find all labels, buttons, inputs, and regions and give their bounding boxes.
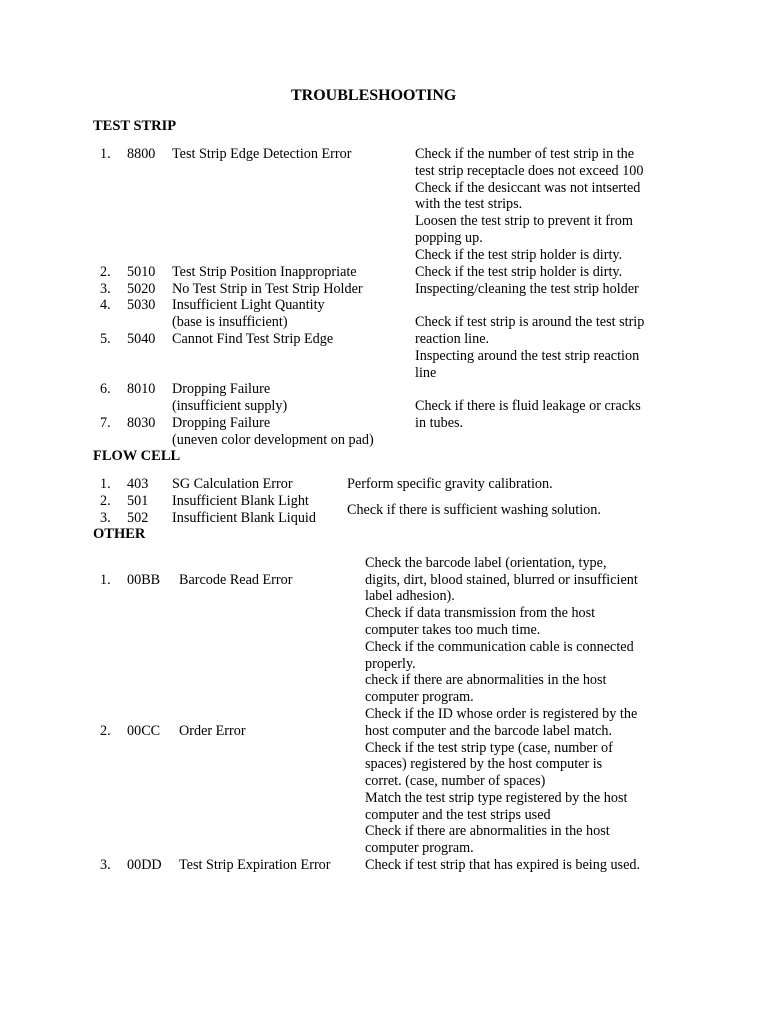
- error-code: 501: [127, 493, 149, 509]
- section-heading-test-strip: TEST STRIP: [93, 118, 177, 134]
- remedy-line: host computer and the barcode label match.: [365, 723, 613, 739]
- remedy-line: Check if the desiccant was not intserted: [415, 180, 641, 196]
- remedy-line: spaces) registered by the host computer is: [365, 756, 603, 772]
- remedy-line: label adhesion).: [365, 588, 455, 604]
- error-code: 00DD: [127, 857, 162, 873]
- remedy-line: in tubes.: [415, 415, 464, 431]
- remedy-line: popping up.: [415, 230, 483, 246]
- item-number: 7.: [100, 415, 111, 431]
- error-code: 8030: [127, 415, 156, 431]
- item-number: 2.: [100, 493, 111, 509]
- remedy-line: Check if data transmission from the host: [365, 605, 596, 621]
- error-code: 403: [127, 476, 149, 492]
- error-code: 8010: [127, 381, 156, 397]
- item-number: 5.: [100, 331, 111, 347]
- remedy-line: Check if there is sufficient washing solution.: [347, 502, 601, 518]
- remedy-line: computer and the test strips used: [365, 807, 551, 823]
- remedy-line: digits, dirt, blood stained, blurred or insufficient: [365, 572, 638, 588]
- remedy-line: test strip receptacle does not exceed 100: [415, 163, 644, 179]
- error-name: Barcode Read Error: [179, 572, 293, 588]
- error-name: Insufficient Blank Light: [172, 493, 309, 509]
- error-name: Test Strip Expiration Error: [179, 857, 331, 873]
- error-code: 502: [127, 510, 149, 526]
- remedy-line: properly.: [365, 656, 416, 672]
- error-name: Dropping Failure: [172, 415, 271, 431]
- remedy-line: with the test strips.: [415, 196, 523, 212]
- item-number: 1.: [100, 572, 111, 588]
- error-name: Dropping Failure: [172, 381, 271, 397]
- section-heading-other: OTHER: [93, 526, 146, 542]
- item-number: 2.: [100, 264, 111, 280]
- error-code: 5010: [127, 264, 156, 280]
- item-number: 6.: [100, 381, 111, 397]
- item-number: 2.: [100, 723, 111, 739]
- error-code: 00BB: [127, 572, 161, 588]
- remedy-line: Perform specific gravity calibration.: [347, 476, 553, 492]
- remedy-line: Check if test strip that has expired is being used.: [365, 857, 641, 873]
- remedy-line: computer program.: [365, 689, 474, 705]
- error-name: Cannot Find Test Strip Edge: [172, 331, 334, 347]
- item-number: 1.: [100, 146, 111, 162]
- item-number: 3.: [100, 281, 111, 297]
- remedy-line: computer takes too much time.: [365, 622, 541, 638]
- remedy-line: Check if test strip is around the test strip: [415, 314, 645, 330]
- error-name-detail: (base is insufficient): [172, 314, 288, 330]
- error-name-detail: (uneven color development on pad): [172, 432, 374, 448]
- remedy-line: reaction line.: [415, 331, 490, 347]
- remedy-line: check if there are abnormalities in the host: [365, 672, 607, 688]
- error-name-detail: (insufficient supply): [172, 398, 288, 414]
- remedy-line: Inspecting around the test strip reaction: [415, 348, 640, 364]
- remedy-line: corret. (case, number of spaces): [365, 773, 546, 789]
- remedy-line: computer program.: [365, 840, 474, 856]
- error-name: Test Strip Edge Detection Error: [172, 146, 352, 162]
- error-name: No Test Strip in Test Strip Holder: [172, 281, 363, 297]
- remedy-line: Check if the test strip type (case, number of: [365, 740, 613, 756]
- item-number: 4.: [100, 297, 111, 313]
- remedy-line: Check if the test strip holder is dirty.: [415, 247, 623, 263]
- error-code: 5040: [127, 331, 156, 347]
- remedy-line: Check if the communication cable is connected: [365, 639, 634, 655]
- remedy-line: Check if the number of test strip in the: [415, 146, 635, 162]
- error-code: 00CC: [127, 723, 161, 739]
- remedy-line: Match the test strip type registered by the host: [365, 790, 628, 806]
- remedy-line: Check if there is fluid leakage or cracks: [415, 398, 641, 414]
- error-code: 5030: [127, 297, 156, 313]
- page-title: TROUBLESHOOTING: [291, 87, 457, 104]
- error-name: Insufficient Light Quantity: [172, 297, 325, 313]
- remedy-line: Check if the ID whose order is registered by the: [365, 706, 638, 722]
- error-code: 8800: [127, 146, 156, 162]
- remedy-line: Inspecting/cleaning the test strip holder: [415, 281, 639, 297]
- item-number: 3.: [100, 857, 111, 873]
- remedy-line: line: [415, 365, 437, 381]
- remedy-line: Loosen the test strip to prevent it from: [415, 213, 633, 229]
- remedy-line: Check if the test strip holder is dirty.: [415, 264, 623, 280]
- error-code: 5020: [127, 281, 156, 297]
- error-name: Insufficient Blank Liquid: [172, 510, 316, 526]
- error-name: Test Strip Position Inappropriate: [172, 264, 357, 280]
- item-number: 1.: [100, 476, 111, 492]
- error-name: SG Calculation Error: [172, 476, 293, 492]
- error-name: Order Error: [179, 723, 246, 739]
- remedy-line: Check if there are abnormalities in the host: [365, 823, 610, 839]
- remedy-line: Check the barcode label (orientation, type,: [365, 555, 607, 571]
- item-number: 3.: [100, 510, 111, 526]
- section-heading-flow-cell: FLOW CELL: [93, 448, 181, 464]
